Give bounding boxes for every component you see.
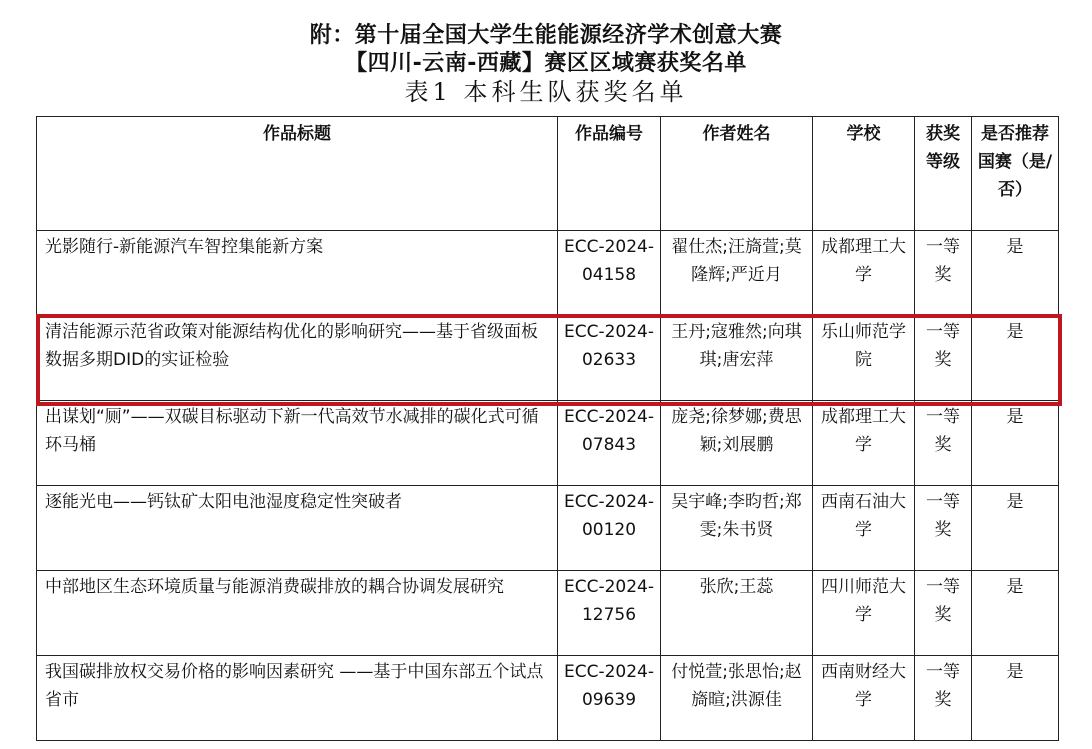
cell-school: 四川师范大学 <box>813 571 915 656</box>
awards-table <box>36 116 1059 741</box>
cell-level: 一等奖 <box>915 656 972 741</box>
cell-title: 出谋划“厕”——双碳目标驱动下新一代高效节水减排的碳化式可循环马桶 <box>37 401 558 486</box>
cell-level: 一等奖 <box>915 231 972 316</box>
table-row <box>37 231 1059 316</box>
cell-authors: 吴宇峰;李昀哲;郑雯;朱书贤 <box>661 486 813 571</box>
cell-authors: 庞尧;徐梦娜;费思颖;刘展鹏 <box>661 401 813 486</box>
cell-school: 西南财经大学 <box>813 656 915 741</box>
cell-recommend: 是 <box>972 486 1059 571</box>
cell-level: 一等奖 <box>915 401 972 486</box>
cell-id: ECC-2024-00120 <box>558 486 661 571</box>
table-row <box>37 401 1059 486</box>
cell-level: 一等奖 <box>915 571 972 656</box>
column-header-title: 作品标题 <box>37 117 558 231</box>
table-caption: 表1 本科生队获奖名单 <box>404 78 688 106</box>
cell-title: 逐能光电——钙钛矿太阳电池湿度稳定性突破者 <box>37 486 558 571</box>
cell-id: ECC-2024-12756 <box>558 571 661 656</box>
document-title: 附：第十届全国大学生能能源经济学术创意大赛 <box>309 23 783 48</box>
cell-school: 西南石油大学 <box>813 486 915 571</box>
table-row <box>37 656 1059 741</box>
document-subtitle: 【四川-云南-西藏】赛区区域赛获奖名单 <box>345 51 747 76</box>
cell-recommend: 是 <box>972 656 1059 741</box>
table-header-row <box>37 117 1059 231</box>
table-row <box>37 571 1059 656</box>
column-header-id: 作品编号 <box>558 117 661 231</box>
cell-title: 中部地区生态环境质量与能源消费碳排放的耦合协调发展研究 <box>37 571 558 656</box>
column-header-recommend: 是否推荐国赛（是/否） <box>972 117 1059 231</box>
cell-recommend: 是 <box>972 231 1059 316</box>
cell-id: ECC-2024-07843 <box>558 401 661 486</box>
column-header-school: 学校 <box>813 117 915 231</box>
table-row <box>37 486 1059 571</box>
cell-recommend: 是 <box>972 401 1059 486</box>
cell-title: 我国碳排放权交易价格的影响因素研究 ——基于中国东部五个试点省市 <box>37 656 558 741</box>
cell-id: ECC-2024-02633 <box>558 316 661 401</box>
cell-authors: 张欣;王蕊 <box>661 571 813 656</box>
cell-authors: 付悦萱;张思怡;赵旖暄;洪源佳 <box>661 656 813 741</box>
cell-level: 一等奖 <box>915 486 972 571</box>
cell-title: 清洁能源示范省政策对能源结构优化的影响研究——基于省级面板数据多期DID的实证检验 <box>37 316 558 401</box>
cell-school: 成都理工大学 <box>813 231 915 316</box>
cell-recommend: 是 <box>972 316 1059 401</box>
cell-recommend: 是 <box>972 571 1059 656</box>
document-header <box>0 22 1092 108</box>
table-row <box>37 316 1059 401</box>
column-header-level: 获奖等级 <box>915 117 972 231</box>
cell-id: ECC-2024-04158 <box>558 231 661 316</box>
cell-school: 成都理工大学 <box>813 401 915 486</box>
column-header-authors: 作者姓名 <box>661 117 813 231</box>
cell-id: ECC-2024-09639 <box>558 656 661 741</box>
cell-title: 光影随行-新能源汽车智控集能新方案 <box>37 231 558 316</box>
cell-authors: 王丹;寇雅然;向琪琪;唐宏萍 <box>661 316 813 401</box>
cell-school: 乐山师范学院 <box>813 316 915 401</box>
cell-authors: 翟仕杰;汪旖萱;莫隆辉;严近月 <box>661 231 813 316</box>
cell-level: 一等奖 <box>915 316 972 401</box>
